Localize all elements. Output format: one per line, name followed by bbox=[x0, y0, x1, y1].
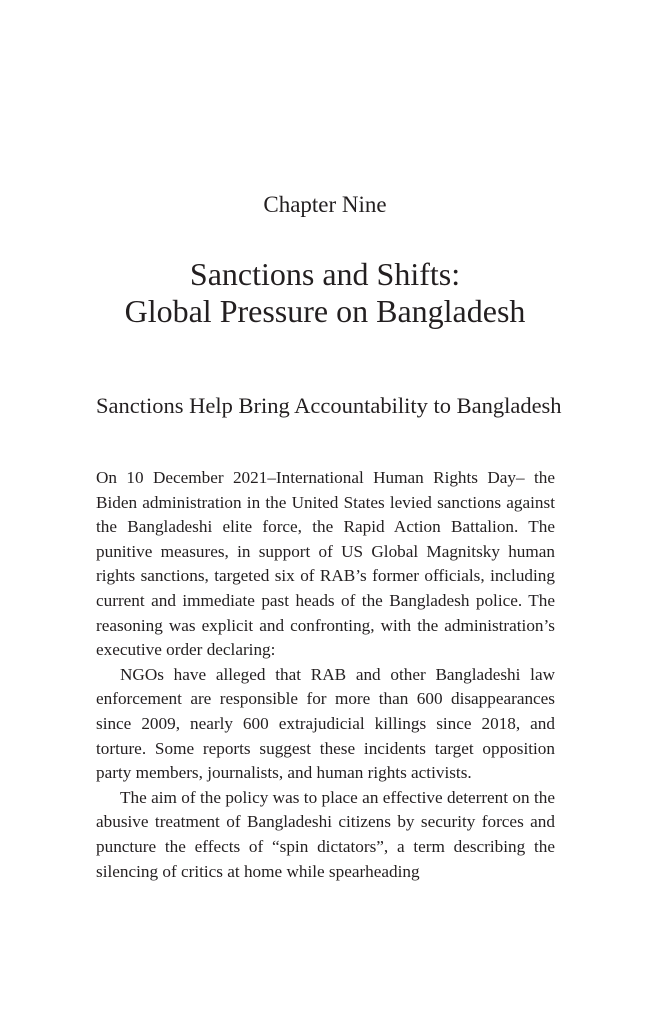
section-heading: Sanctions Help Bring Accountability to Bangladesh bbox=[96, 393, 562, 418]
paragraph-policy-aim: The aim of the policy was to place an effective deterrent on the abusive treatment of Bangladeshi citizens by security forces and puncture the effects of “spin dictators”, a term describing the silencing of critics at home while spearheading bbox=[96, 787, 555, 881]
chapter-label: Chapter Nine bbox=[263, 192, 387, 217]
body-text bbox=[96, 466, 555, 884]
paragraph-quote: NGOs have alleged that RAB and other Bangladeshi law enforcement are responsible for more than 600 disappearances since 2009, nearly 600 extrajudicial killings since 2018, and torture. Some reports suggest these incidents target opposition party members, journalists, and human rights activists. bbox=[96, 664, 555, 783]
chapter-title bbox=[0, 256, 650, 330]
chapter-title-line-1: Sanctions and Shifts: bbox=[189, 256, 461, 292]
chapter-title-line-2: Global Pressure on Bangladesh bbox=[124, 293, 526, 329]
paragraph-intro: On 10 December 2021–International Human Rights Day– the Biden administration in the United States levied sanctions against the Bangladeshi elite force, the Rapid Action Battalion. The punitive measures, in support of US Global Magnitsky human rights sanctions, targeted six of RAB’s former officials, including current and immediate past heads of the Bangladesh police. The reasoning was explicit and confronting, with the administration’s executive order declaring: bbox=[96, 468, 555, 660]
